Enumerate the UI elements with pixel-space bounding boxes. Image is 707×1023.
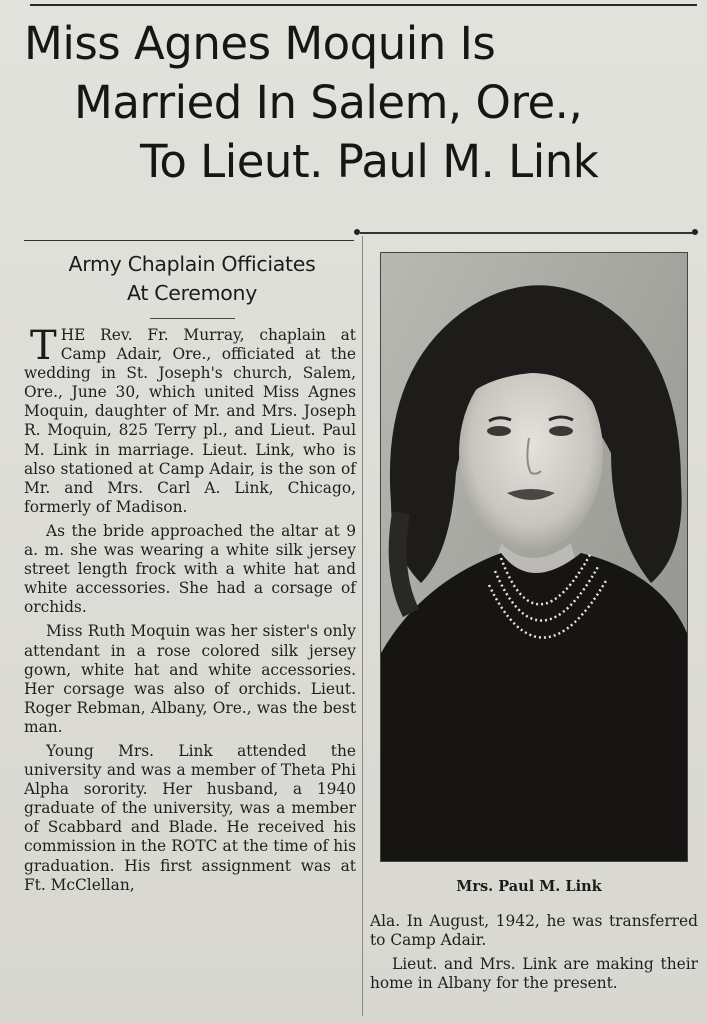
subheadline-line-2: At Ceremony bbox=[126, 281, 258, 305]
paragraph-4: Young Mrs. Link attended the university and was a member of Theta Phi Alpha sorority. Her husband, a 1940 graduate of the university, was a member of Scabbard and Blade. He received his commission in the ROTC at the time of his graduation. His first assignment was at Ft. McClellan, bbox=[24, 741, 356, 894]
article-body-continued bbox=[370, 912, 698, 998]
paragraph-1 bbox=[24, 323, 356, 517]
headline-line-3: To Lieut. Paul M. Link bbox=[140, 135, 599, 188]
photo-caption: Mrs. Paul M. Link bbox=[456, 878, 602, 895]
headline-line-1: Miss Agnes Moquin Is bbox=[24, 17, 496, 70]
column-divider bbox=[362, 236, 363, 1016]
headline-line-2: Married In Salem, Ore., bbox=[74, 76, 583, 129]
drop-cap: T bbox=[30, 323, 57, 369]
paragraph-1-text: HE Rev. Fr. Murray, chaplain at Camp Adair, Ore., officiated at the wedding in St. Joseph's church, Salem, Ore., June 30, which united Miss Agnes Moquin, daughter of Mr. and Mrs. Joseph R. Moquin, 825 Terry pl., and Lieut. Paul M. Link in marriage. Lieut. Link, who is also stationed at Camp Adair, is the son of Mr. and Mrs. Carl A. Link, Chicago, formerly of Madison. bbox=[24, 326, 356, 516]
paragraph-2: As the bride approached the altar at 9 a. m. she was wearing a white silk jersey street length frock with a white hat and white accessories. She had a corsage of orchids. bbox=[24, 521, 356, 617]
rule-dot-right bbox=[692, 229, 698, 235]
portrait-photo bbox=[380, 252, 688, 862]
paragraph-3: Miss Ruth Moquin was her sister's only attendant in a rose colored silk jersey gown, white hat and white accessories. Her corsage was also of orchids. Lieut. Roger Rebman, Albany, Ore., was the best man. bbox=[24, 622, 356, 736]
subheadline bbox=[24, 250, 360, 308]
headline bbox=[12, 14, 697, 191]
article-body bbox=[24, 323, 356, 900]
paragraph-6: Lieut. and Mrs. Link are making their home in Albany for the present. bbox=[370, 955, 698, 993]
portrait-image bbox=[381, 253, 687, 861]
top-rule bbox=[30, 4, 697, 6]
column-rule-right bbox=[360, 232, 695, 234]
column-rule-left bbox=[24, 240, 354, 241]
paragraph-5: Ala. In August, 1942, he was transferred to Camp Adair. bbox=[370, 912, 698, 950]
subhead-rule bbox=[150, 318, 235, 319]
subheadline-line-1: Army Chaplain Officiates bbox=[68, 252, 316, 276]
